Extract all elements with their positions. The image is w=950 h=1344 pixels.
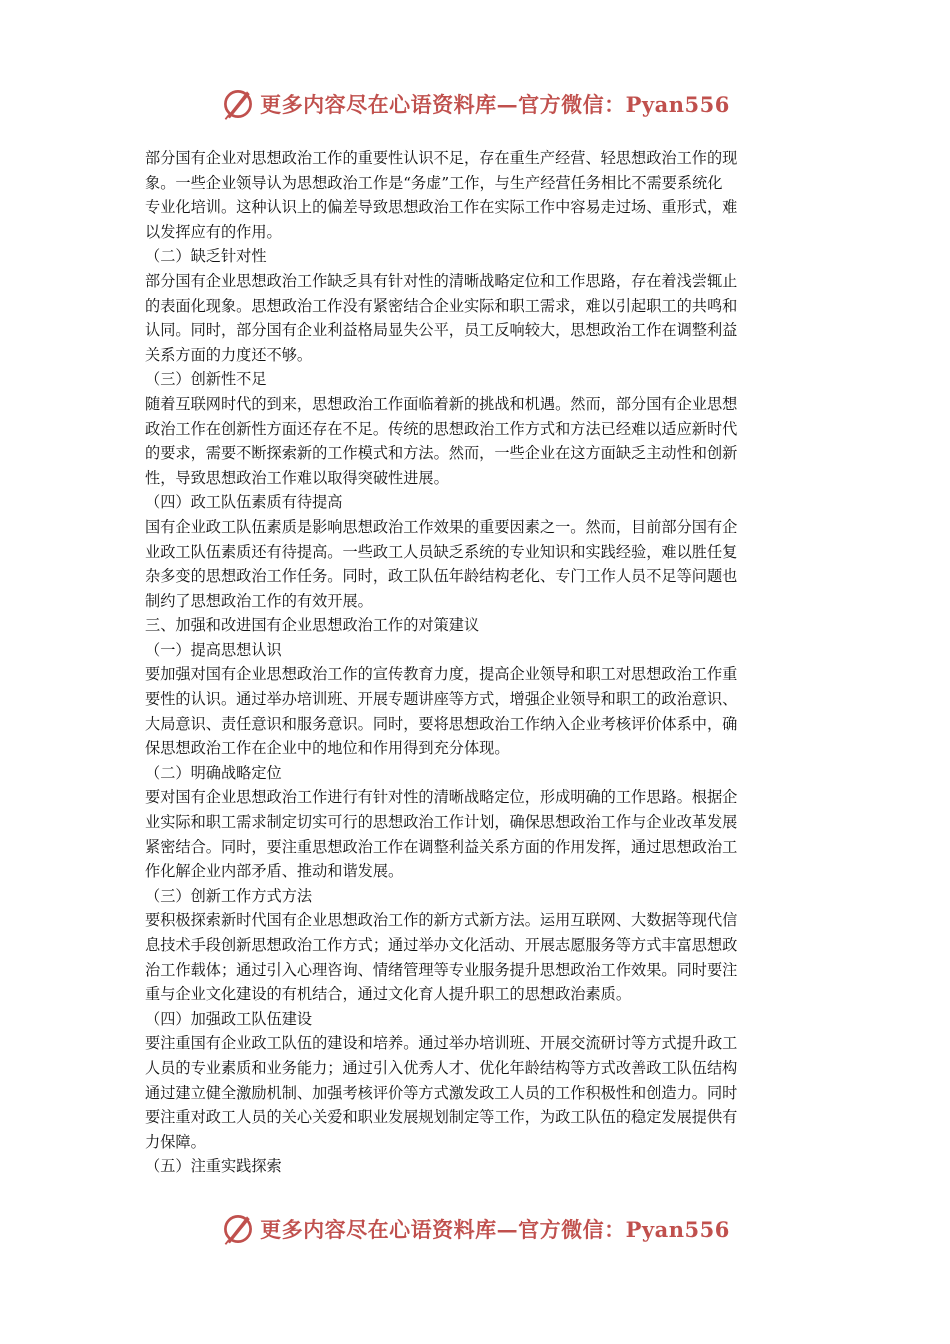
section-heading: （二）缺乏针对性 bbox=[145, 247, 267, 266]
body-line: 业实际和职工需求制定切实可行的思想政治工作计划，确保思想政治工作与企业改革发展 bbox=[145, 813, 738, 832]
body-line: 关系方面的力度还不够。 bbox=[145, 345, 313, 364]
body-line: 国有企业政工队伍素质是影响思想政治工作效果的重要因素之一。然而，目前部分国有企 bbox=[145, 517, 738, 536]
body-line: 部分国有企业对思想政治工作的重要性认识不足，存在重生产经营、轻思想政治工作的现 bbox=[145, 149, 738, 167]
section-heading: （三）创新性不足 bbox=[145, 370, 267, 389]
footer-banner-text: 更多内容尽在心语资料库—官方微信：Pyan556 bbox=[260, 1217, 730, 1242]
body-line: 杂多变的思想政治工作任务。同时，政工队伍年龄结构老化、专门工作人员不足等问题也 bbox=[145, 567, 738, 586]
body-line: 要加强对国有企业思想政治工作的宣传教育力度，提高企业领导和职工对思想政治工作重 bbox=[145, 665, 738, 684]
document-body bbox=[145, 146, 807, 1179]
header-banner bbox=[0, 84, 950, 124]
body-line: 的要求，需要不断探索新的工作模式和方法。然而，一些企业在这方面缺乏主动性和创新 bbox=[145, 444, 738, 463]
quill-logo-icon bbox=[220, 1211, 256, 1247]
body-line: 治工作载体；通过引入心理咨询、情绪管理等专业服务提升思想政治工作效果。同时要注 bbox=[145, 960, 738, 979]
section-heading: （三）创新工作方式方法 bbox=[145, 886, 313, 905]
body-line: 政治工作在创新性方面还存在不足。传统的思想政治工作方式和方法已经难以适应新时代 bbox=[145, 419, 738, 438]
header-banner-text: 更多内容尽在心语资料库—官方微信：Pyan556 bbox=[260, 92, 730, 117]
body-line: 业政工队伍素质还有待提高。一些政工人员缺乏系统的专业知识和实践经验，难以胜任复 bbox=[145, 542, 738, 561]
section-heading: （一）提高思想认识 bbox=[145, 640, 282, 659]
section-heading: （四）加强政工队伍建设 bbox=[145, 1009, 313, 1028]
body-line: 息技术手段创新思想政治工作方式；通过举办文化活动、开展志愿服务等方式丰富思想政 bbox=[145, 936, 738, 954]
section-heading: （二）明确战略定位 bbox=[145, 763, 282, 782]
section-heading: （四）政工队伍素质有待提高 bbox=[145, 493, 343, 512]
body-line: 的表面化现象。思想政治工作没有紧密结合企业实际和职工需求，难以引起职工的共鸣和 bbox=[145, 296, 738, 315]
body-line: 专业化培训。这种认识上的偏差导致思想政治工作在实际工作中容易走过场、重形式，难 bbox=[145, 198, 738, 217]
body-line: 以发挥应有的作用。 bbox=[145, 222, 282, 241]
body-line: 作化解企业内部矛盾、推动和谐发展。 bbox=[145, 862, 404, 881]
body-line: 要注重国有企业政工队伍的建设和培养。通过举办培训班、开展交流研讨等方式提升政工 bbox=[145, 1034, 738, 1053]
chapter-heading: 三、加强和改进国有企业思想政治工作的对策建议 bbox=[145, 616, 480, 635]
body-line: 象。一些企业领导认为思想政治工作是“务虚”工作，与生产经营任务相比不需要系统化 bbox=[145, 173, 723, 192]
body-line: 随着互联网时代的到来，思想政治工作面临着新的挑战和机遇。然而，部分国有企业思想 bbox=[145, 394, 738, 413]
body-line: 力保障。 bbox=[145, 1132, 206, 1151]
body-line: 性，导致思想政治工作难以取得突破性进展。 bbox=[145, 468, 449, 487]
body-line: 通过建立健全激励机制、加强考核评价等方式激发政工人员的工作积极性和创造力。同时 bbox=[145, 1083, 738, 1102]
body-line: 紧密结合。同时，要注重思想政治工作在调整利益关系方面的作用发挥，通过思想政治工 bbox=[145, 837, 738, 856]
section-heading: （五）注重实践探索 bbox=[145, 1157, 282, 1176]
body-line: 制约了思想政治工作的有效开展。 bbox=[145, 591, 373, 610]
body-line: 要积极探索新时代国有企业思想政治工作的新方式新方法。运用互联网、大数据等现代信 bbox=[145, 911, 738, 930]
body-line: 要注重对政工人员的关心关爱和职业发展规划制定等工作，为政工队伍的稳定发展提供有 bbox=[145, 1108, 738, 1127]
body-line: 大局意识、责任意识和服务意识。同时，要将思想政治工作纳入企业考核评价体系中，确 bbox=[145, 714, 738, 733]
body-line: 要性的认识。通过举办培训班、开展专题讲座等方式，增强企业领导和职工的政治意识、 bbox=[145, 690, 738, 709]
body-line: 保思想政治工作在企业中的地位和作用得到充分体现。 bbox=[145, 739, 510, 758]
body-line: 重与企业文化建设的有机结合，通过文化育人提升职工的思想政治素质。 bbox=[145, 985, 631, 1004]
body-line: 人员的专业素质和业务能力；通过引入优秀人才、优化年龄结构等方式改善政工队伍结构 bbox=[145, 1058, 738, 1077]
body-line: 认同。同时，部分国有企业利益格局显失公平，员工反响较大，思想政治工作在调整利益 bbox=[145, 321, 738, 340]
quill-logo-icon bbox=[220, 86, 256, 122]
footer-banner bbox=[0, 1209, 950, 1249]
body-line: 要对国有企业思想政治工作进行有针对性的清晰战略定位，形成明确的工作思路。根据企 bbox=[145, 788, 738, 807]
body-line: 部分国有企业思想政治工作缺乏具有针对性的清晰战略定位和工作思路，存在着浅尝辄止 bbox=[145, 271, 738, 290]
